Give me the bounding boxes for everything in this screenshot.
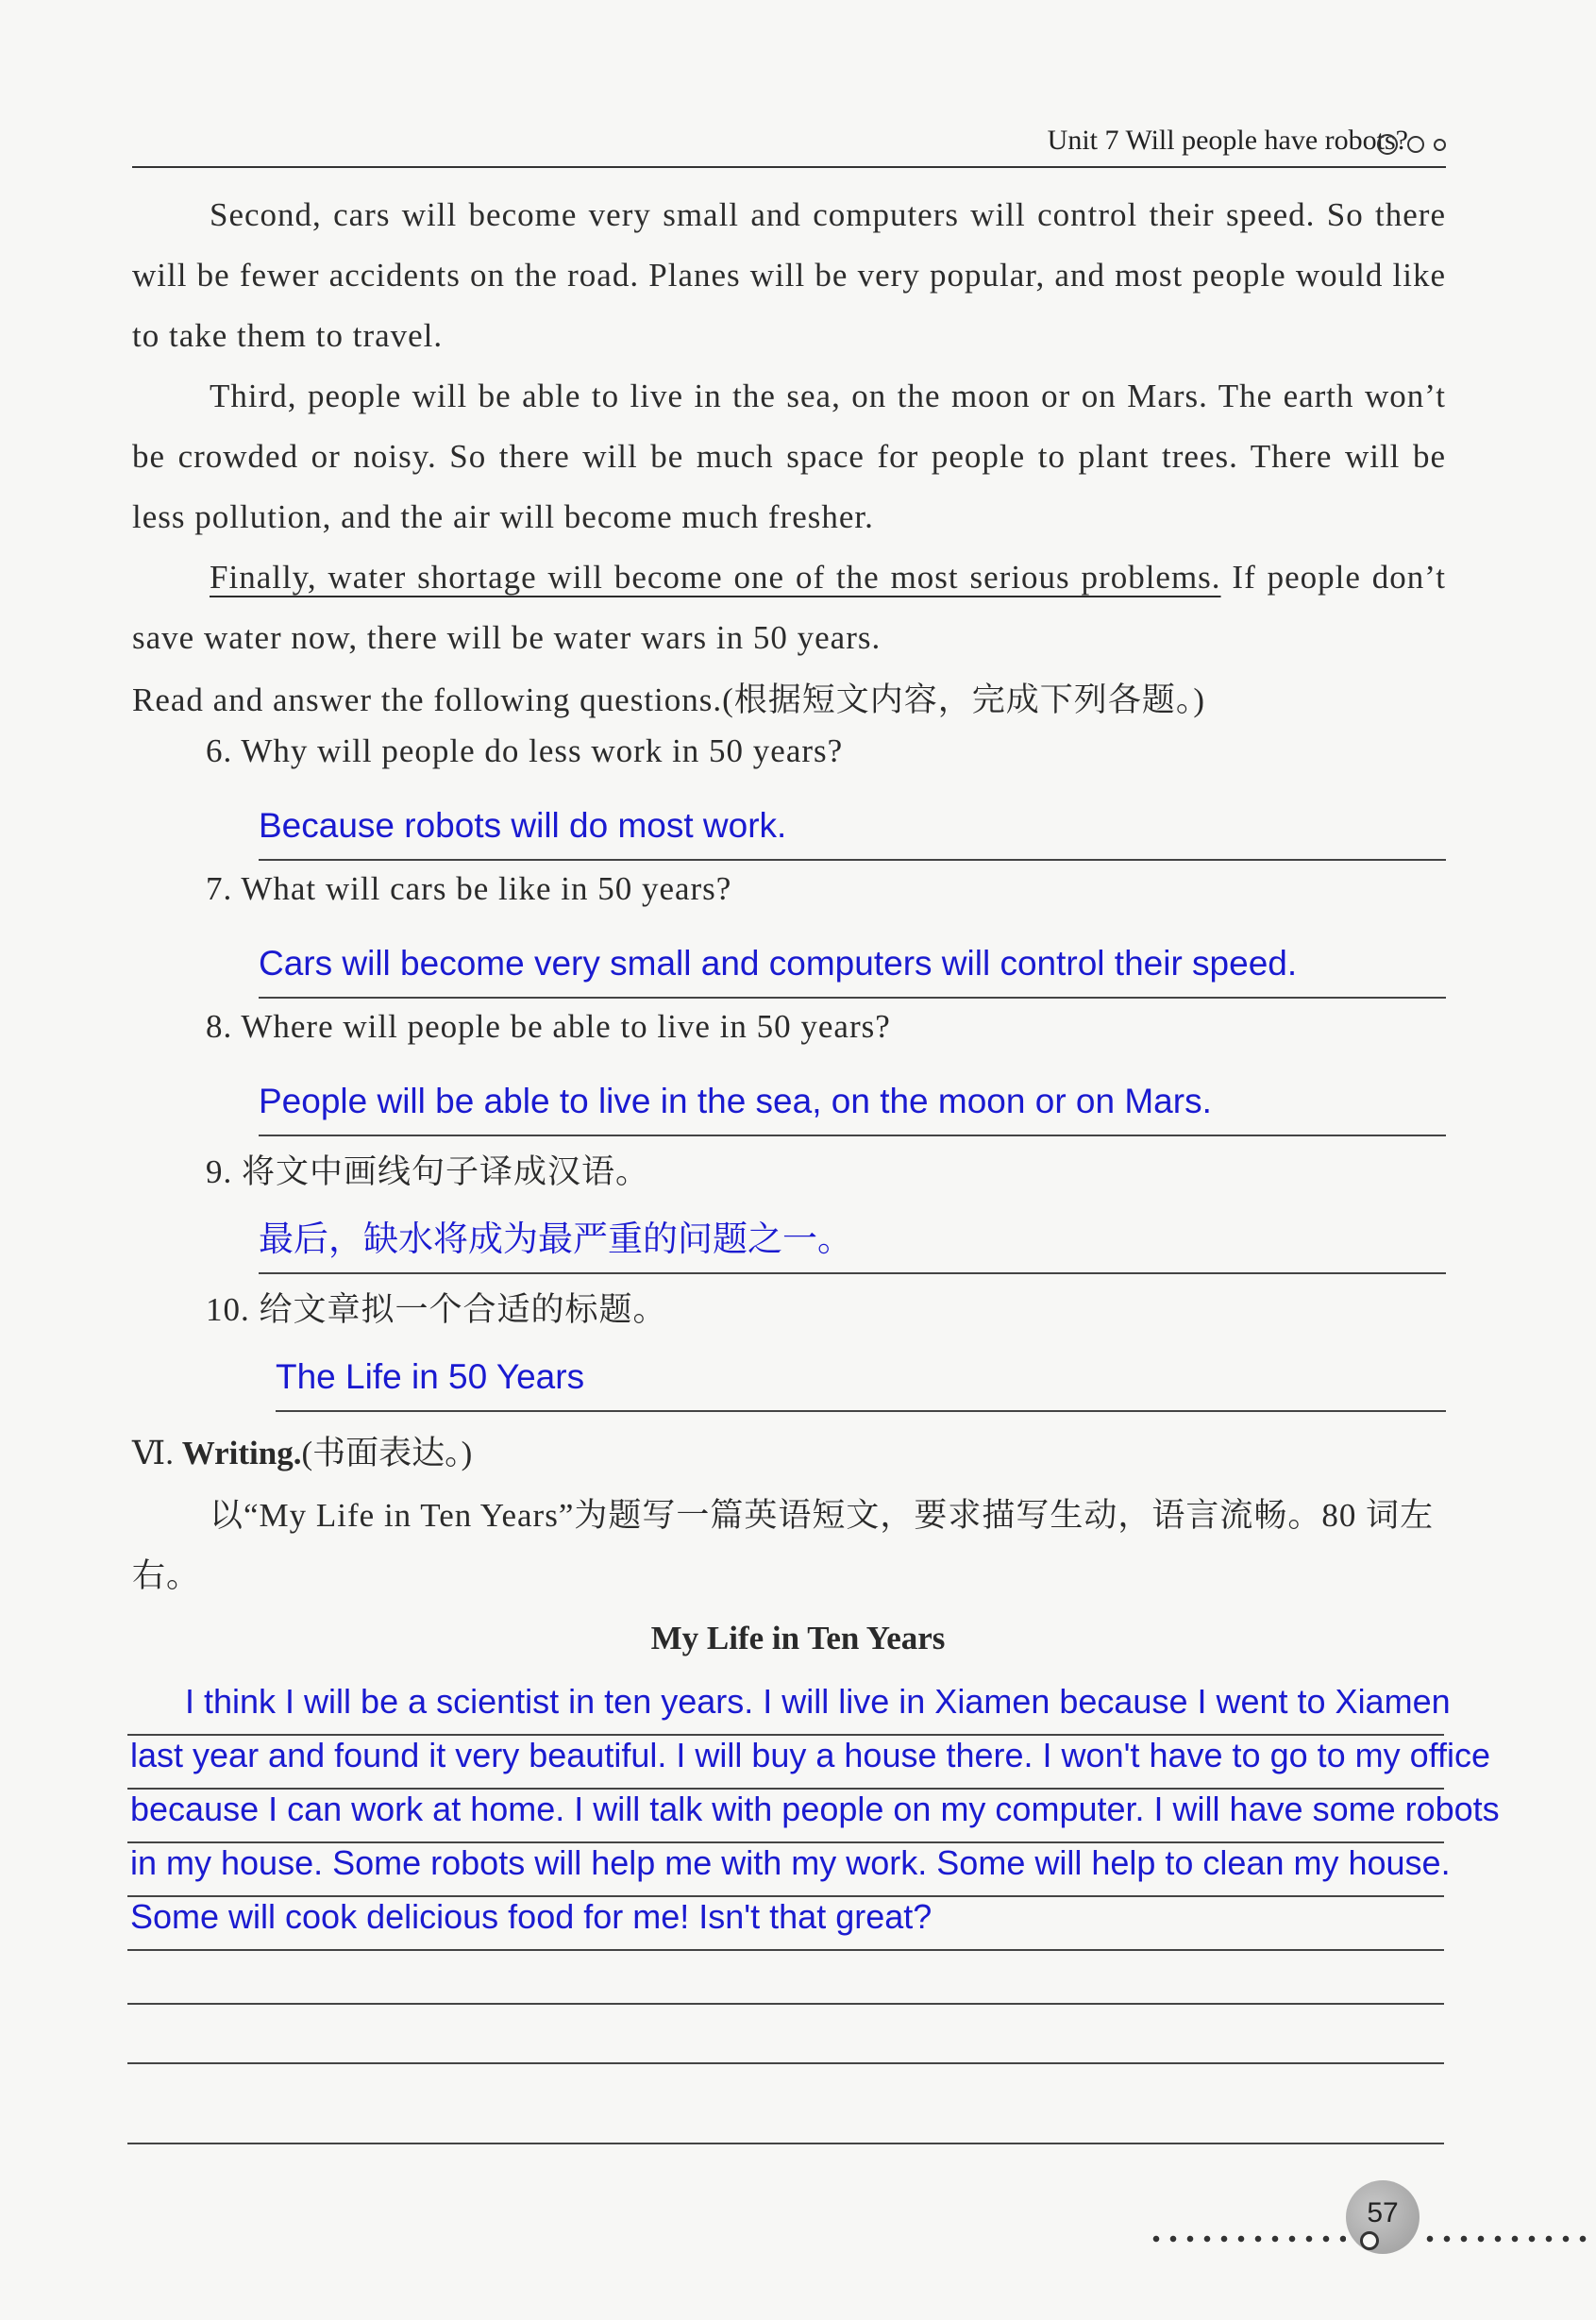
answer-7: Cars will become very small and computers will control their speed. — [259, 936, 1446, 999]
essay-line: in my house. Some robots will help me with my work. Some will help to clean my house. — [130, 1843, 1451, 1882]
footer-dots-right — [1421, 2235, 1591, 2243]
question-6: 6. Why will people do less work in 50 years? — [206, 732, 844, 769]
underlined-sentence: Finally, water shortage will become one of the most serious problems. — [210, 559, 1221, 596]
answer-6: Because robots will do most work. — [259, 799, 1446, 861]
question-10: 10. 给文章拟一个合适的标题。 — [206, 1291, 667, 1328]
question-9: 9. 将文中画线句子译成汉语。 — [206, 1153, 650, 1190]
writing-line — [127, 1949, 1444, 1951]
question-7: 7. What will cars be like in 50 years? — [206, 870, 732, 907]
passage-paragraph-second: Second, cars will become very small and computers will control their speed. So there will be fewer accidents on the road. Planes will be very popular, and most people would like to take them to travel. — [132, 196, 1446, 354]
passage-paragraph-third: Third, people will be able to live in the sea, on the moon or on Mars. The earth won’t be crowded or noisy. So there will be much space for people to plant trees. There will be less pollution, and the air will become much fresher. — [132, 378, 1446, 535]
essay-line: Some will cook delicious food for me! Isn't that great? — [130, 1897, 932, 1936]
page-number-badge — [1346, 2180, 1421, 2256]
footer-dots-left — [1148, 2235, 1346, 2243]
writing-line — [127, 2143, 1444, 2144]
page-number: 57 — [1367, 2197, 1399, 2228]
answer-9: 最后，缺水将成为最严重的问题之一。 — [259, 1212, 1446, 1274]
writing-line — [127, 2003, 1444, 2005]
essay-title: My Life in Ten Years — [650, 1620, 946, 1656]
writing-task: 以“My Life in Ten Years”为题写一篇英语短文，要求描写生动，语言流畅。80 词左右。 — [132, 1497, 1435, 1594]
answer-8: People will be able to live in the sea, on the moon or on Mars. — [259, 1074, 1446, 1136]
reading-instruction: Read and answer the following questions.(根据短文内容，完成下列各题。) — [132, 681, 1205, 718]
header-circles-icon — [1377, 134, 1446, 155]
essay-line: because I can work at home. I will talk with people on my computer. I will have some robots — [130, 1790, 1500, 1828]
unit-title: Unit 7 Will people have robots? — [1047, 125, 1408, 156]
question-8: 8. Where will people be able to live in 50 years? — [206, 1008, 891, 1045]
ring-icon — [1360, 2231, 1379, 2250]
answer-10: The Life in 50 Years — [276, 1350, 1446, 1412]
essay-text — [130, 1674, 1527, 1943]
essay-line: I think I will be a scientist in ten years. I will live in Xiamen because I went to Xiamen — [185, 1682, 1451, 1721]
writing-section-heading: Ⅵ. Writing.(书面表达。) — [132, 1435, 473, 1471]
essay-line: last year and found it very beautiful. I will buy a house there. I won't have to go to my office — [130, 1736, 1491, 1774]
passage-paragraph-final: Finally, water shortage will become one of the most serious problems. If people don’t save water now, there will be water wars in 50 years. — [132, 559, 1446, 656]
page-header — [132, 121, 1446, 168]
writing-line — [127, 2062, 1444, 2064]
